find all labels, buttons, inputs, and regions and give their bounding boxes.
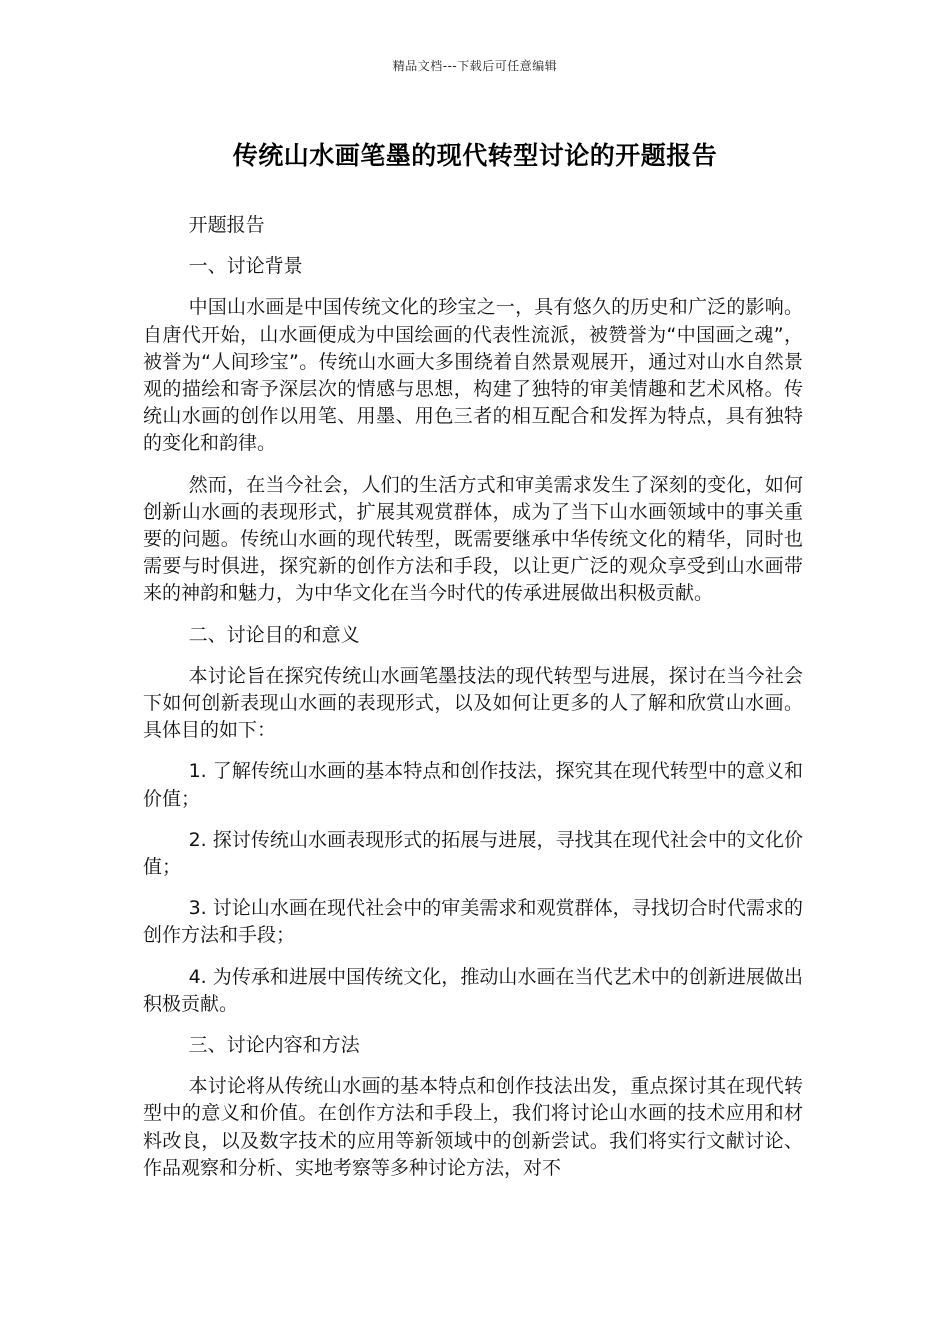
paragraph: 1. 了解传统山水画的基本特点和创作技法，探究其在现代转型中的意义和价值；	[143, 760, 803, 810]
section-heading: 开题报告	[188, 214, 265, 236]
document-body	[143, 212, 803, 1196]
paragraph: 2. 探讨传统山水画表现形式的拓展与进展，寻找其在现代社会中的文化价值；	[143, 828, 803, 879]
paragraph: 然而，在当今社会，人们的生活方式和审美需求发生了深刻的变化，如何创新山水画的表现形式，扩展其观赏群体，成为了当下山水画领域中的事关重要的问题。传统山水画的现代转型，既需要继承中华传统文化的精华，同时也需要与时俱进，探究新的创作方法和手段，以让更广泛的观众享受到山水画带来的神韵和魅力，为中华文化在当今时代的传承进展做出积极贡献。	[143, 473, 803, 605]
section-heading: 二、讨论目的和意义	[188, 623, 360, 646]
paragraph: 本讨论旨在探究传统山水画笔墨技法的现代转型与进展，探讨在当今社会下如何创新表现山水画的表现形式，以及如何让更多的人了解和欣赏山水画。具体目的如下：	[143, 664, 803, 742]
document-title: 传统山水画笔墨的现代转型讨论的开题报告	[232, 141, 718, 170]
section-heading: 三、讨论内容和方法	[188, 1034, 360, 1057]
header-note: 精品文档---下载后可任意编辑	[392, 59, 558, 73]
paragraph: 3. 讨论山水画在现代社会中的审美需求和观赏群体，寻找切合时代需求的创作方法和手段；	[143, 897, 803, 947]
paragraph: 4. 为传承和进展中国传统文化，推动山水画在当代艺术中的创新进展做出积极贡献。	[143, 965, 803, 1015]
paragraph: 本讨论将从传统山水画的基本特点和创作技法出发，重点探讨其在现代转型中的意义和价值。在创作方法和手段上，我们将讨论山水画的技术应用和材料改良，以及数字技术的应用等新领域中的创新尝试。我们将实行文献讨论、作品观察和分析、实地考察等多种讨论方法，对不	[143, 1075, 803, 1179]
paragraph: 中国山水画是中国传统文化的珍宝之一，具有悠久的历史和广泛的影响。自唐代开始，山水画便成为中国绘画的代表性流派，被赞誉为“中国画之魂”，被誉为“人间珍宝”。传统山水画大多围绕着自然景观展开，通过对山水自然景观的描绘和寄予深层次的情感与思想，构建了独特的审美情趣和艺术风格。传统山水画的创作以用笔、用墨、用色三者的相互配合和发挥为特点，具有独特的变化和韵律。	[143, 296, 803, 455]
section-heading: 一、讨论背景	[188, 255, 303, 278]
